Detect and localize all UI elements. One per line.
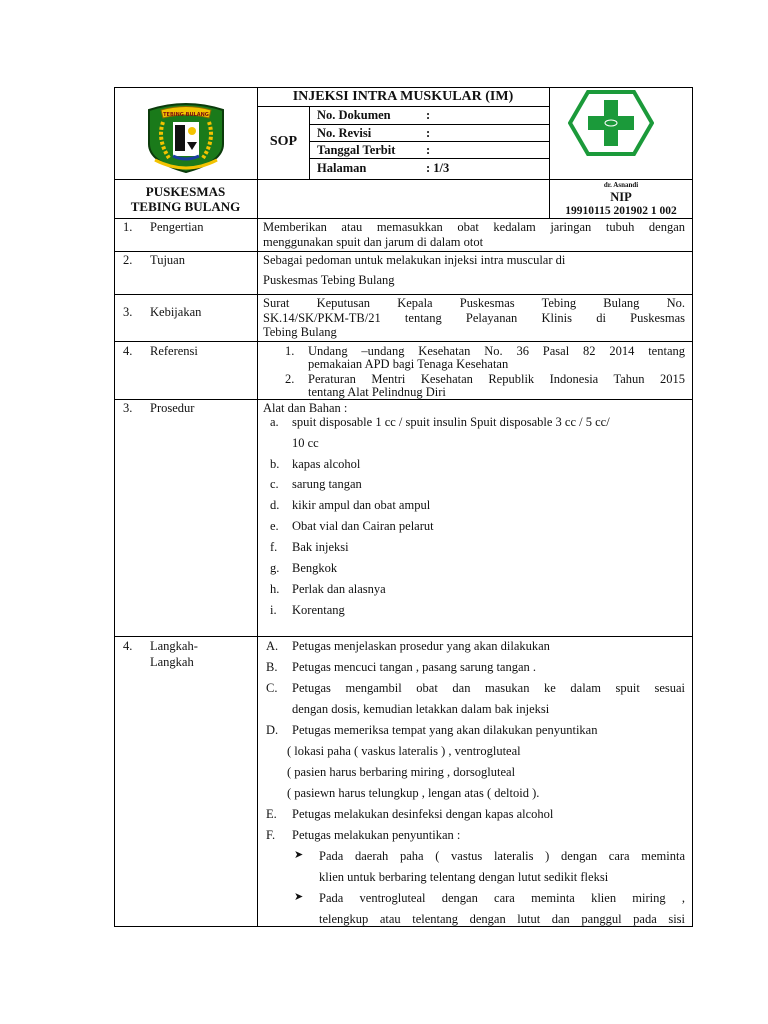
- referensi-text: tentang Alat Pelindnug Diri: [308, 385, 446, 399]
- list-item: Korentang: [292, 603, 345, 617]
- tujuan-text: Sebagai pedoman untuk melakukan injeksi intra muscular di: [263, 253, 566, 267]
- sop-divider: [309, 106, 310, 180]
- header-line: [309, 124, 550, 125]
- prosedur-intro: Alat dan Bahan :: [263, 401, 348, 415]
- row-label-langkah: Langkah: [150, 655, 194, 669]
- kebijakan-text: SK.14/SK/PKM-TB/21 tentang Pelayanan Klinis di Puskesmas: [263, 311, 685, 325]
- list-item: Bengkok: [292, 561, 338, 575]
- step-text: Petugas mengambil obat dan masukan ke dalam spuit sesuai: [292, 681, 685, 695]
- referensi-text: Peraturan Mentri Kesehatan Republik Indonesia Tahun 2015: [308, 372, 685, 386]
- step-text: dengan dosis, kemudian letakkan dalam bak injeksi: [292, 702, 550, 716]
- row-line: [114, 218, 693, 219]
- list-item: Bak injeksi: [292, 540, 349, 554]
- list-item: spuit disposable 1 cc / spuit insulin Spuit disposable 3 cc / 5 cc/: [292, 415, 610, 429]
- arrow-bullet-icon: ➤: [294, 848, 304, 861]
- row-line: [114, 251, 693, 252]
- document-title: INJEKSI INTRA MUSKULAR (IM): [292, 89, 514, 104]
- field-label-tanggal-terbit: Tanggal Terbit: [317, 143, 396, 157]
- list-item-letter: h.: [270, 582, 280, 596]
- row-number: 4.: [123, 344, 133, 358]
- field-label-no-dokumen: No. Dokumen: [317, 108, 391, 122]
- col-divider: [257, 87, 258, 927]
- pengertian-text: menggunakan spuit dan jarum di dalam otot: [263, 235, 484, 249]
- row-line: [114, 294, 693, 295]
- tujuan-text: Puskesmas Tebing Bulang: [263, 273, 395, 287]
- list-item-letter: b.: [270, 457, 280, 471]
- row-line: [114, 399, 693, 400]
- table-border-bottom: [114, 926, 693, 927]
- list-item: kapas alcohol: [292, 457, 361, 471]
- row-number: 4.: [123, 639, 133, 653]
- sub-step-text: Pada daerah paha ( vastus lateralis ) dengan cara meminta: [319, 849, 685, 863]
- step-text: Petugas melakukan penyuntikan :: [292, 828, 461, 842]
- row-number: 1.: [123, 220, 133, 234]
- field-label-halaman: Halaman: [317, 161, 367, 175]
- org-name-line1: PUSKESMAS: [145, 184, 226, 199]
- row-number: 3.: [123, 401, 133, 415]
- list-item-letter: e.: [270, 519, 279, 533]
- step-text: ( pasiewn harus telungkup , lengan atas ( deltoid ).: [287, 786, 540, 800]
- row-label-pengertian: Pengertian: [150, 220, 204, 234]
- nip-label: NIP: [610, 190, 632, 204]
- header-line: [257, 106, 550, 107]
- step-text: ( lokasi paha ( vaskus lateralis ) , ventrogluteal: [287, 744, 521, 758]
- svg-text:TEBING BULANG: TEBING BULANG: [163, 112, 209, 118]
- header-line: [309, 158, 550, 159]
- step-text: Petugas menjelaskan prosedur yang akan dilakukan: [292, 639, 550, 653]
- field-value-no-revisi: :: [426, 126, 431, 140]
- org-name-line2: TEBING BULANG: [130, 199, 241, 214]
- health-cross-logo: [568, 90, 654, 156]
- arrow-bullet-icon: ➤: [294, 890, 304, 903]
- sub-step-text: Pada ventrogluteal dengan cara meminta klien miring ,: [319, 891, 685, 905]
- field-value-tanggal-terbit: :: [426, 143, 431, 157]
- referensi-number: 1.: [285, 344, 295, 358]
- header-line: [114, 179, 693, 180]
- row-label-referensi: Referensi: [150, 344, 198, 358]
- row-label-prosedur: Prosedur: [150, 401, 195, 415]
- step-letter: C.: [266, 681, 278, 695]
- row-line: [114, 341, 693, 342]
- list-item-letter: c.: [270, 477, 279, 491]
- list-item-letter: d.: [270, 498, 280, 512]
- step-text: ( pasien harus berbaring miring , dorsogluteal: [287, 765, 516, 779]
- referensi-number: 2.: [285, 372, 295, 386]
- referensi-text: pemakaian APD bagi Tenaga Kesehatan: [308, 357, 509, 371]
- field-value-no-dokumen: :: [426, 108, 431, 122]
- puskesmas-logo: [143, 100, 229, 174]
- table-border-top: [114, 87, 693, 88]
- row-label-kebijakan: Kebijakan: [150, 305, 202, 319]
- sub-step-text: telengkup atau telentang dengan lutut dan panggul pada sisi: [319, 912, 685, 926]
- table-border-right: [692, 87, 693, 927]
- header-line: [309, 141, 550, 142]
- list-item: Obat vial dan Cairan pelarut: [292, 519, 434, 533]
- step-letter: B.: [266, 660, 278, 674]
- field-value-halaman: : 1/3: [426, 161, 450, 175]
- pengertian-text: Memberikan atau memasukkan obat kedalam jaringan tubuh dengan: [263, 220, 685, 234]
- kebijakan-text: Tebing Bulang: [263, 325, 337, 339]
- step-text: Petugas mencuci tangan , pasang sarung tangan .: [292, 660, 537, 674]
- step-text: Petugas melakukan desinfeksi dengan kapas alcohol: [292, 807, 554, 821]
- kebijakan-text: Surat Keputusan Kepala Puskesmas Tebing Bulang No.: [263, 296, 685, 310]
- list-item-letter: f.: [270, 540, 278, 554]
- sop-label: SOP: [269, 134, 298, 149]
- step-letter: D.: [266, 723, 279, 737]
- row-label-tujuan: Tujuan: [150, 253, 185, 267]
- step-text: Petugas memeriksa tempat yang akan dilakukan penyuntikan: [292, 723, 598, 737]
- signer-name: dr. Asnandi: [603, 181, 639, 189]
- list-item: Perlak dan alasnya: [292, 582, 386, 596]
- step-letter: E.: [266, 807, 277, 821]
- list-item-letter: a.: [270, 415, 279, 429]
- referensi-text: Undang –undang Kesehatan No. 36 Pasal 82 2014 tentang: [308, 344, 685, 358]
- list-item-letter: i.: [270, 603, 277, 617]
- nip-value: 19910115 201902 1 002: [565, 205, 677, 217]
- row-number: 3.: [123, 305, 133, 319]
- step-letter: F.: [266, 828, 276, 842]
- step-letter: A.: [266, 639, 279, 653]
- list-item: 10 cc: [292, 436, 319, 450]
- sub-step-text: klien untuk berbaring telentang dengan lutut sedikit fleksi: [319, 870, 609, 884]
- list-item: sarung tangan: [292, 477, 362, 491]
- list-item: kikir ampul dan obat ampul: [292, 498, 431, 512]
- list-item-letter: g.: [270, 561, 280, 575]
- field-label-no-revisi: No. Revisi: [317, 126, 372, 140]
- row-number: 2.: [123, 253, 133, 267]
- row-line: [114, 636, 693, 637]
- row-label-langkah: Langkah-: [150, 639, 198, 653]
